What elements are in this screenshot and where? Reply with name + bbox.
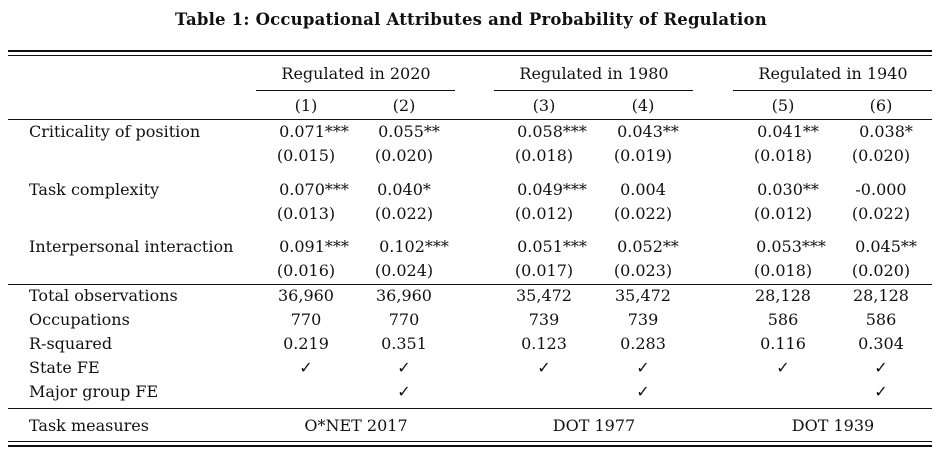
group-header-2: Regulated in 1980 <box>519 64 669 83</box>
stat-r2-c3: 0.123 <box>521 334 567 353</box>
state-fe-check-c1: ✓ <box>299 358 313 377</box>
major-fe-check-c2: ✓ <box>397 382 411 401</box>
stat-r2-c4: 0.283 <box>620 334 666 353</box>
coef-r3-c4: 0.052** <box>617 237 679 256</box>
coef-r1-c6: 0.038* <box>859 122 913 141</box>
stat-obs-c1: 36,960 <box>278 286 334 305</box>
task-measures-label: Task measures <box>29 416 149 435</box>
stat-label-observations: Total observations <box>29 286 178 305</box>
stat-obs-c3: 35,472 <box>516 286 572 305</box>
stat-label-state-fe: State FE <box>29 358 100 377</box>
stats-rule <box>8 284 932 285</box>
se-r1-c1: (0.015) <box>276 146 336 165</box>
row-label-task-complexity: Task complexity <box>29 180 160 199</box>
coef-r3-c2: 0.102*** <box>379 237 449 256</box>
se-r2-c4: (0.022) <box>613 204 673 223</box>
col-header-2: (2) <box>392 96 416 115</box>
coef-r3-c5: 0.053*** <box>756 237 826 256</box>
state-fe-check-c3: ✓ <box>537 358 551 377</box>
se-r2-c5: (0.012) <box>753 204 813 223</box>
stat-label-rsquared: R-squared <box>29 334 113 353</box>
stat-occ-c2: 770 <box>388 310 420 329</box>
bottom-rule <box>8 441 932 442</box>
coef-r2-c6: -0.000 <box>855 180 907 199</box>
group-header-1: Regulated in 2020 <box>281 64 431 83</box>
coef-r3-c3: 0.051*** <box>517 237 587 256</box>
state-fe-check-c4: ✓ <box>636 358 650 377</box>
stat-r2-c6: 0.304 <box>858 334 904 353</box>
se-r1-c6: (0.020) <box>851 146 911 165</box>
se-r3-c1: (0.016) <box>276 261 336 280</box>
coef-r3-c6: 0.045** <box>855 237 917 256</box>
stat-label-occupations: Occupations <box>29 310 130 329</box>
major-fe-check-c6: ✓ <box>874 382 888 401</box>
header-rule <box>8 119 932 120</box>
se-r1-c2: (0.020) <box>374 146 434 165</box>
coef-r2-c1: 0.070*** <box>279 180 349 199</box>
se-r3-c2: (0.024) <box>374 261 434 280</box>
task-measures-group-1: O*NET 2017 <box>304 416 408 435</box>
col-header-3: (3) <box>532 96 556 115</box>
coef-r3-c1: 0.091*** <box>279 237 349 256</box>
se-r2-c6: (0.022) <box>851 204 911 223</box>
coef-r1-c4: 0.043** <box>617 122 679 141</box>
se-r2-c2: (0.022) <box>374 204 434 223</box>
state-fe-check-c6: ✓ <box>874 358 888 377</box>
stat-r2-c2: 0.351 <box>381 334 427 353</box>
se-r3-c6: (0.020) <box>851 261 911 280</box>
group-header-3: Regulated in 1940 <box>758 64 908 83</box>
task-measures-rule <box>8 408 932 409</box>
coef-r1-c3: 0.058*** <box>517 122 587 141</box>
coef-r1-c1: 0.071*** <box>279 122 349 141</box>
se-r1-c4: (0.019) <box>613 146 673 165</box>
group-underline-1 <box>256 90 455 91</box>
group-underline-2 <box>494 90 693 91</box>
coef-r2-c4: 0.004 <box>620 180 666 199</box>
stat-occ-c4: 739 <box>627 310 659 329</box>
se-r3-c4: (0.023) <box>613 261 673 280</box>
coef-r2-c5: 0.030** <box>757 180 819 199</box>
se-r1-c3: (0.018) <box>514 146 574 165</box>
task-measures-group-2: DOT 1977 <box>552 416 636 435</box>
state-fe-check-c2: ✓ <box>397 358 411 377</box>
row-label-criticality: Criticality of position <box>29 122 201 141</box>
group-underline-3 <box>733 90 932 91</box>
se-r2-c1: (0.013) <box>276 204 336 223</box>
stat-occ-c3: 739 <box>528 310 560 329</box>
se-r1-c5: (0.018) <box>753 146 813 165</box>
top-rule-2 <box>8 55 932 56</box>
stat-obs-c2: 36,960 <box>376 286 432 305</box>
top-rule <box>8 50 932 52</box>
se-r3-c5: (0.018) <box>753 261 813 280</box>
coef-r2-c3: 0.049*** <box>517 180 587 199</box>
stat-obs-c4: 35,472 <box>615 286 671 305</box>
col-header-4: (4) <box>631 96 655 115</box>
coef-r1-c2: 0.055** <box>378 122 440 141</box>
stat-obs-c5: 28,128 <box>755 286 811 305</box>
stat-obs-c6: 28,128 <box>853 286 909 305</box>
stat-r2-c5: 0.116 <box>760 334 806 353</box>
coef-r1-c5: 0.041** <box>757 122 819 141</box>
se-r2-c3: (0.012) <box>514 204 574 223</box>
task-measures-group-3: DOT 1939 <box>791 416 875 435</box>
major-fe-check-c4: ✓ <box>636 382 650 401</box>
stat-occ-c1: 770 <box>290 310 322 329</box>
stat-occ-c5: 586 <box>767 310 799 329</box>
se-r3-c3: (0.017) <box>514 261 574 280</box>
col-header-6: (6) <box>869 96 893 115</box>
stat-label-major-group-fe: Major group FE <box>29 382 159 401</box>
col-header-5: (5) <box>771 96 795 115</box>
state-fe-check-c5: ✓ <box>776 358 790 377</box>
bottom-rule-2 <box>8 445 932 447</box>
row-label-interpersonal: Interpersonal interaction <box>29 237 234 256</box>
col-header-1: (1) <box>294 96 318 115</box>
stat-r2-c1: 0.219 <box>283 334 329 353</box>
coef-r2-c2: 0.040* <box>377 180 431 199</box>
stat-occ-c6: 586 <box>865 310 897 329</box>
table-title: Table 1: Occupational Attributes and Probability of Regulation <box>175 10 767 29</box>
